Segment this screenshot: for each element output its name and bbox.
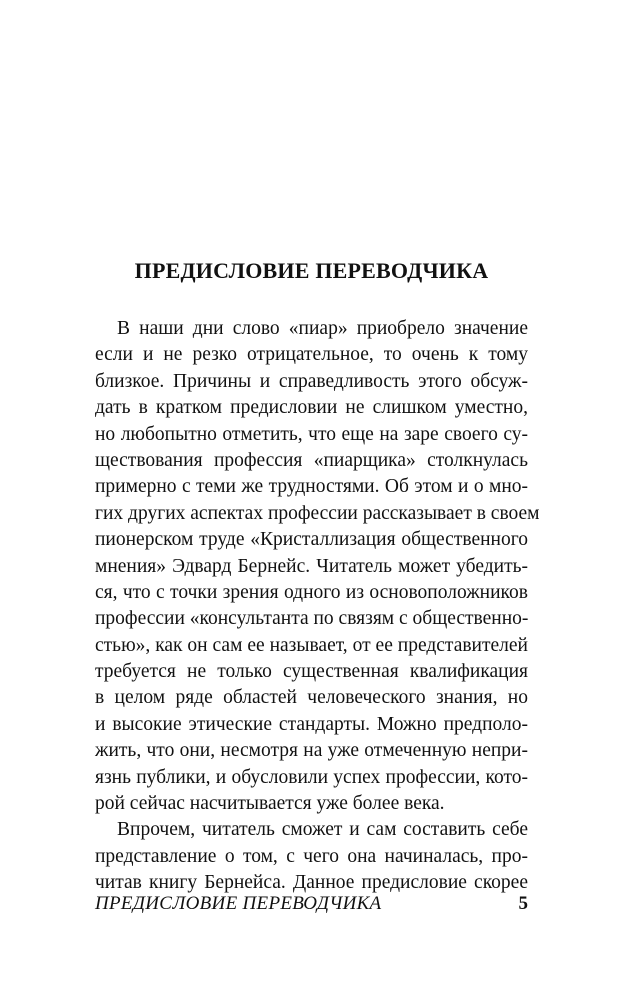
text-line: мнения» Эдвард Бернейс. Читатель может убедить- xyxy=(95,555,528,577)
text-line: язнь публики, и обусловили успех профессии, кото- xyxy=(95,766,528,788)
paragraph-1 xyxy=(95,316,540,817)
text-line: жить, что они, несмотря на уже отмеченную непри- xyxy=(95,740,528,762)
text-line: читав книгу Бернейса. Данное предисловие скорее xyxy=(95,872,528,894)
text-line: рой сейчас насчитывается уже более века. xyxy=(95,793,445,815)
text-line: гих других аспектах профессии рассказывает в своем xyxy=(95,502,540,524)
text-line: но любопытно отметить, что еще на заре своего су- xyxy=(95,423,528,445)
text-line: представление о том, с чего она начиналась, про- xyxy=(95,845,528,867)
body-text xyxy=(95,316,540,897)
text-line: примерно с теми же трудностями. Об этом и о мно- xyxy=(95,476,528,498)
text-line: требуется не только существенная квалификация xyxy=(95,661,528,683)
text-line: ся, что с точки зрения одного из основоположников xyxy=(95,581,528,603)
text-line: в целом ряде областей человеческого знания, но xyxy=(95,687,528,709)
text-line: если и не резко отрицательное, то очень к тому xyxy=(95,344,528,366)
text-line: дать в кратком предисловии не слишком уместно, xyxy=(95,397,528,419)
paragraph-2 xyxy=(95,817,528,896)
text-line: пионерском труде «Кристаллизация общественного xyxy=(95,529,528,551)
text-line: Впрочем, читатель сможет и сам составить себе xyxy=(117,819,528,841)
text-line: В наши дни слово «пиар» приобрело значение xyxy=(117,318,528,339)
text-line: близкое. Причины и справедливость этого обсуж- xyxy=(95,370,528,392)
chapter-title: ПРЕДИСЛОВИЕ ПЕРЕВОДЧИКА xyxy=(134,258,489,283)
text-line: профессии «консультанта по связям с общественно- xyxy=(95,608,529,630)
running-head: ПРЕДИСЛОВИЕ ПЕРЕВОДЧИКА xyxy=(95,893,382,914)
page-footer xyxy=(95,893,528,921)
text-line: стью», как он сам ее называет, от ее представителей xyxy=(95,634,528,656)
page-number: 5 xyxy=(518,893,528,914)
text-line: и высокие этические стандарты. Можно предполо- xyxy=(95,713,528,735)
text-line: ществования профессия «пиарщика» столкнулась xyxy=(95,449,528,471)
